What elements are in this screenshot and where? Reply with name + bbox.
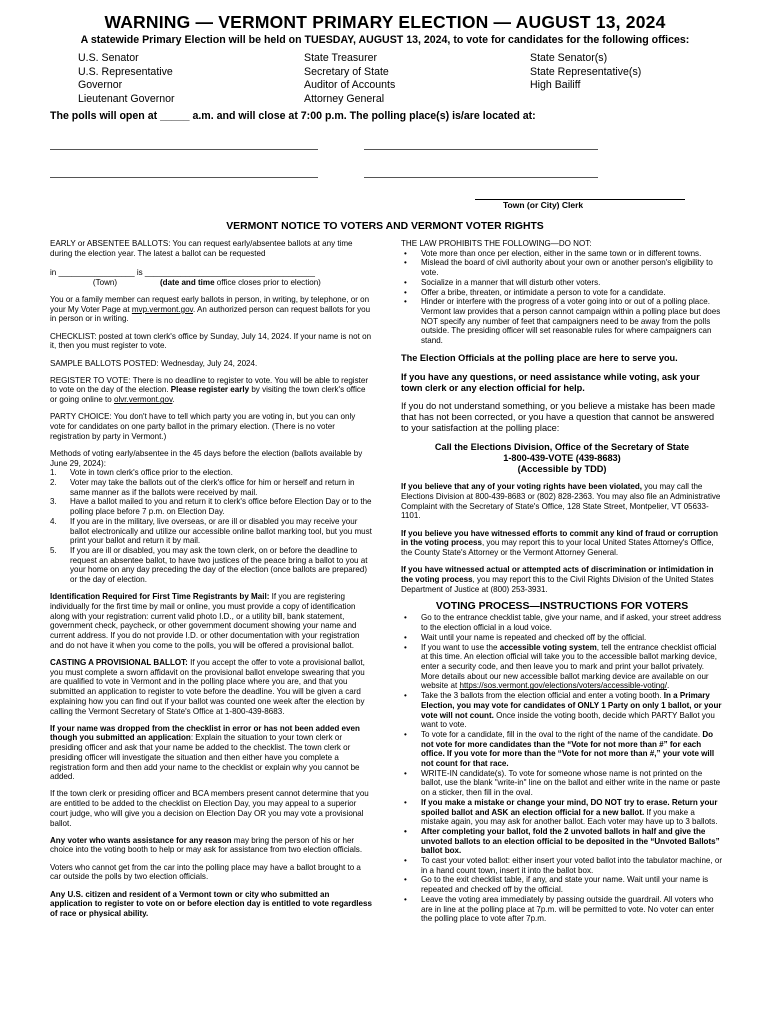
notice-title: VERMONT NOTICE TO VOTERS AND VERMONT VOTER RIGHTS: [226, 221, 544, 232]
office-item: Secretary of State: [304, 65, 389, 78]
office-item: U.S. Representative: [78, 65, 173, 78]
list-item: 4. If you are in the military, live overseas, or are ill or disabled you may receive your ballot electronically and utilize our accessible online ballot marking tool, but you must print your ballot and return it by mail.: [50, 516, 372, 546]
call-elections-text: Call the Elections Division, Office of the Secretary of State 1-800-439-VOTE (439-8683) (Accessible by TDD): [434, 441, 690, 474]
list-item: • Mislead the board of civil authority about your own or another person's eligibility to vote.: [401, 258, 723, 277]
list-item: 2. Voter may take the ballots out of the clerk's office for him or herself and return in same manner as if the ballots were received by mail.: [50, 478, 355, 497]
officials-text: The Election Officials at the polling place are here to serve you.: [401, 353, 678, 364]
methods-list: [50, 468, 372, 584]
questions-text: If you have any questions, or need assistance while voting, ask your town clerk or any election official for help.: [401, 371, 700, 393]
location-line: [50, 149, 318, 150]
mvp-link[interactable]: mvp.vermont.gov: [131, 304, 193, 314]
fraud-text: If you believe you have witnessed efforts to commit any kind of fraud or corruption in the voting process, you may report this to your local United States Attorney's Office, the County State's Attorney or the Vermont Attorney General.: [401, 528, 719, 557]
location-line: [364, 149, 598, 150]
id-required-text: Identification Required for First Time Registrants by Mail: If you are registering individually for the first time by mail or online, you must provide a copy of identification along with your registration: current valid photo I.D., or a utility bill, bank statement, government check, paycheck, or other government document showing your name and current address. If you do not provide I.D. or other documentation with your registration and do not have it when you come to the polls, you will be offered a provisional ballot.: [50, 592, 360, 650]
polls-statement: The polls will open at _____ a.m. and will close at 7:00 p.m. The polling place(s) is/are located at:: [50, 110, 536, 122]
offices-column-2: [304, 52, 395, 106]
list-item: • After completing your ballot, fold the 2 unvoted ballots in half and give the unvoted ballots to an election official to be deposited in the “Unvoted Ballots” ballot box.: [401, 827, 723, 856]
list-item: • Offer a bribe, threaten, or intimidate a person to vote for a candidate.: [401, 288, 723, 298]
assistance-text: Any voter who wants assistance for any reason may bring the person of his or her choice into the voting booth to help or may ask for assistance from two election officials.: [50, 835, 363, 855]
family-request-text: You or a family member can request early ballots in person, in writing, by telephone, or on your My Voter Page at mvp.vermont.gov. An authorized person can request ballots for you in person or in writing.: [50, 295, 371, 324]
office-item: State Representative(s): [530, 65, 642, 78]
mistake-text: If you do not understand something, or you believe a mistake has been made that has not been corrected, or you have a question that cannot be answered to your satisfaction at the polling place:: [401, 401, 716, 434]
office-item: Governor: [78, 79, 123, 91]
checklist-text: CHECKLIST: posted at town clerk's office by Sunday, July 14, 2024. If your name is not on it, then you must register to vote.: [50, 331, 372, 351]
document-title: WARNING — VERMONT PRIMARY ELECTION — AUGUST 13, 2024: [104, 12, 666, 32]
list-item: • Go to the entrance checklist table, give your name, and if asked, your street address to the election official in a loud voice.: [401, 613, 723, 632]
voting-process-list: [401, 613, 723, 924]
list-item: • Leave the voting area immediately by passing outside the guardrail. All voters who are in line at the polling place at 7p.m. will be permitted to vote. No voter can enter the polling place to vote after 7p.m.: [401, 895, 723, 924]
list-item: • If you make a mistake or change your mind, DO NOT try to erase. Return your spoiled ballot and ASK an election official for a new ballot. If you make a mistake again, you may ask for another ballot. Each voter may have up to 3 ballots.: [401, 798, 723, 827]
document-subtitle: A statewide Primary Election will be held on TUESDAY, AUGUST 13, 2024, to vote for candidates for the following offices:: [80, 34, 690, 46]
olvr-link[interactable]: olvr.vermont.gov: [113, 395, 173, 405]
list-item: • Vote more than once per election, either in the same town or in different towns.: [401, 249, 723, 259]
offices-column-1: [78, 52, 175, 106]
office-item: Auditor of Accounts: [304, 79, 396, 91]
car-voting-text: Voters who cannot get from the car into the polling place may have a ballot brought to a car outside the polls by two election officials.: [50, 862, 361, 882]
office-item: State Senator(s): [530, 52, 608, 64]
register-text: REGISTER TO VOTE: There is no deadline to register to vote. You will be able to register to vote on the day of the election. Please register early by visiting the town clerk's office or going online to olvr.vermont.gov.: [50, 375, 369, 405]
list-item: 5. If you are ill or disabled, you may ask the town clerk, on or before the deadline to request an absentee ballot, to have two justices of the peace bring a ballot to you at your home on any day preceding the day of the election (once ballots are prepared) or the day of election.: [50, 545, 368, 585]
list-item: • To cast your voted ballot: either insert your voted ballot into the tabulator machine, or in a hand count town, insert it into the ballot box.: [401, 856, 723, 875]
office-item: Attorney General: [304, 92, 385, 105]
list-item: • To vote for a candidate, fill in the oval to the right of the name of the candidate. Do not vote for more candidates than the “Vote for not more than #” for each office. If you vote for more than the “Vote for not more than #,” your vote will not count for that race.: [401, 730, 723, 769]
voting-process-title: VOTING PROCESS—INSTRUCTIONS FOR VOTERS: [435, 600, 689, 612]
list-item: • Socialize in a manner that will disturb other voters.: [401, 278, 723, 288]
list-item: • Take the 3 ballots from the election official and enter a voting booth. In a Primary Election, you may vote for candidates of ONLY 1 Party on only 1 ballot, or your vote will not count. Once inside the voting booth, decide which PARTY Ballot you want to vote.: [401, 691, 723, 730]
list-item: • Wait until your name is repeated and checked off by the official.: [401, 633, 723, 643]
law-title: THE LAW PROHIBITS THE FOLLOWING—DO NOT:: [401, 239, 592, 248]
left-column: [50, 239, 372, 926]
citizen-text: Any U.S. citizen and resident of a Vermont town or city who submitted an application to register to vote on or before election day is entitled to vote regardless of race or physical ability.: [50, 889, 372, 918]
bca-text: If the town clerk or presiding officer and BCA members present cannot determine that you are entitled to be added to the checklist on Election Day, you may appeal to a superior court judge, who will give you a decision on Election Day OR you may vote a provisional ballot.: [50, 789, 369, 828]
provisional-ballot-text: CASTING A PROVISIONAL BALLOT: If you accept the offer to vote a provisional ballot, you must complete a sworn affidavit on the provisional ballot envelope swearing that you are qualified to vote in Vermont and in the polling place where you are, and that you submitted an application to register to vote before the deadline. You will be given a card explaining how you can find out if your ballot was counted one week after the election by calling the Vermont Secretary of State's Office at 1-800-439-8683.: [50, 658, 365, 716]
list-item: • Hinder or interfere with the progress of a voter going into or out of a polling place. Vermont law provides that a person cannot campaign within a polling place but does NOT specify any number of feet that campaigners need to be away from the polls outside. The presiding officer will set reasonable rules for where campaigners can stand.: [401, 297, 723, 346]
party-choice-text: PARTY CHOICE: You don't have to tell which party you are voting in, but you can only vote for candidates on one party ballot in the primary election. (There is no voter registration by party in Vermont.): [50, 412, 356, 441]
list-item: 3. Have a ballot mailed to you and return it to clerk's office before Election Day or to the polling place before 7 p.m. on Election Day.: [50, 497, 372, 517]
discrimination-text: If you have witnessed actual or attempted acts of discrimination or intimidation in the voting process, you may report this to the Civil Rights Division of the United States Department of Justice at (800) 253-3931.: [401, 565, 714, 594]
methods-text: Methods of voting early/absentee in the 45 days before the election (ballots available by June 29, 2024):: [50, 448, 363, 468]
list-item: • Go to the exit checklist table, if any, and state your name. Wait until your name is repeated and checked off by the official.: [401, 875, 723, 894]
list-item: 1. Vote in town clerk's office prior to the election.: [50, 468, 233, 478]
dropped-name-text: If your name was dropped from the checklist in error or has not been added even though you submitted an application: Explain the situation to your town clerk or presiding officer and ask that your name be added to the checklist. The town clerk or presiding officer will investigate the situation and then either have you complete a registration form and then add your name to the checklist or explain why you cannot be added.: [50, 723, 360, 782]
office-item: U.S. Senator: [78, 52, 139, 64]
accessible-voting-link[interactable]: https://sos.vermont.gov/elections/voters/accessible-voting/: [459, 681, 667, 691]
location-line: [364, 177, 598, 178]
right-column: [401, 239, 723, 931]
law-list: [401, 249, 723, 346]
early-ballots-text: EARLY or ABSENTEE BALLOTS: You can request early/absentee ballots at any time during the election year. The latest a ballot can be requested in _________________ is ______________________________________ (Town) (date and time office closes prior to election): [50, 239, 353, 287]
clerk-label: Town (or City) Clerk: [503, 200, 584, 210]
offices-column-3: [530, 52, 641, 93]
location-line: [50, 177, 318, 178]
list-item: • WRITE-IN candidate(s). To vote for someone whose name is not printed on the ballot, use the blank "write-in" line on the ballot and either write in the name or paste on a sticker, then fill in the oval.: [401, 769, 723, 798]
list-item: • If you want to use the accessible voting system, tell the entrance checklist official at this time. An election official will take you to the accessible ballot marking device, enter a security code, and then leave you to mark and print your ballot privately. More details about our new accessible ballot marking device are available on our website at https://sos.vermont.gov/elections/voters/accessible-voting/.: [401, 643, 723, 692]
office-item: Lieutenant Governor: [78, 92, 175, 105]
office-item: State Treasurer: [304, 52, 378, 64]
office-item: High Bailiff: [530, 79, 581, 91]
sample-ballots-text: SAMPLE BALLOTS POSTED: Wednesday, July 24, 2024.: [50, 358, 258, 368]
rights-violated-text: If you believe that any of your voting rights have been violated, you may call the Elections Division at 800-439-8683 or (802) 828-2363. You may also file an Administrative Complaint with the Secretary of State's Office, 128 State Street, Montpelier, VT 05633-1101.: [401, 482, 721, 521]
